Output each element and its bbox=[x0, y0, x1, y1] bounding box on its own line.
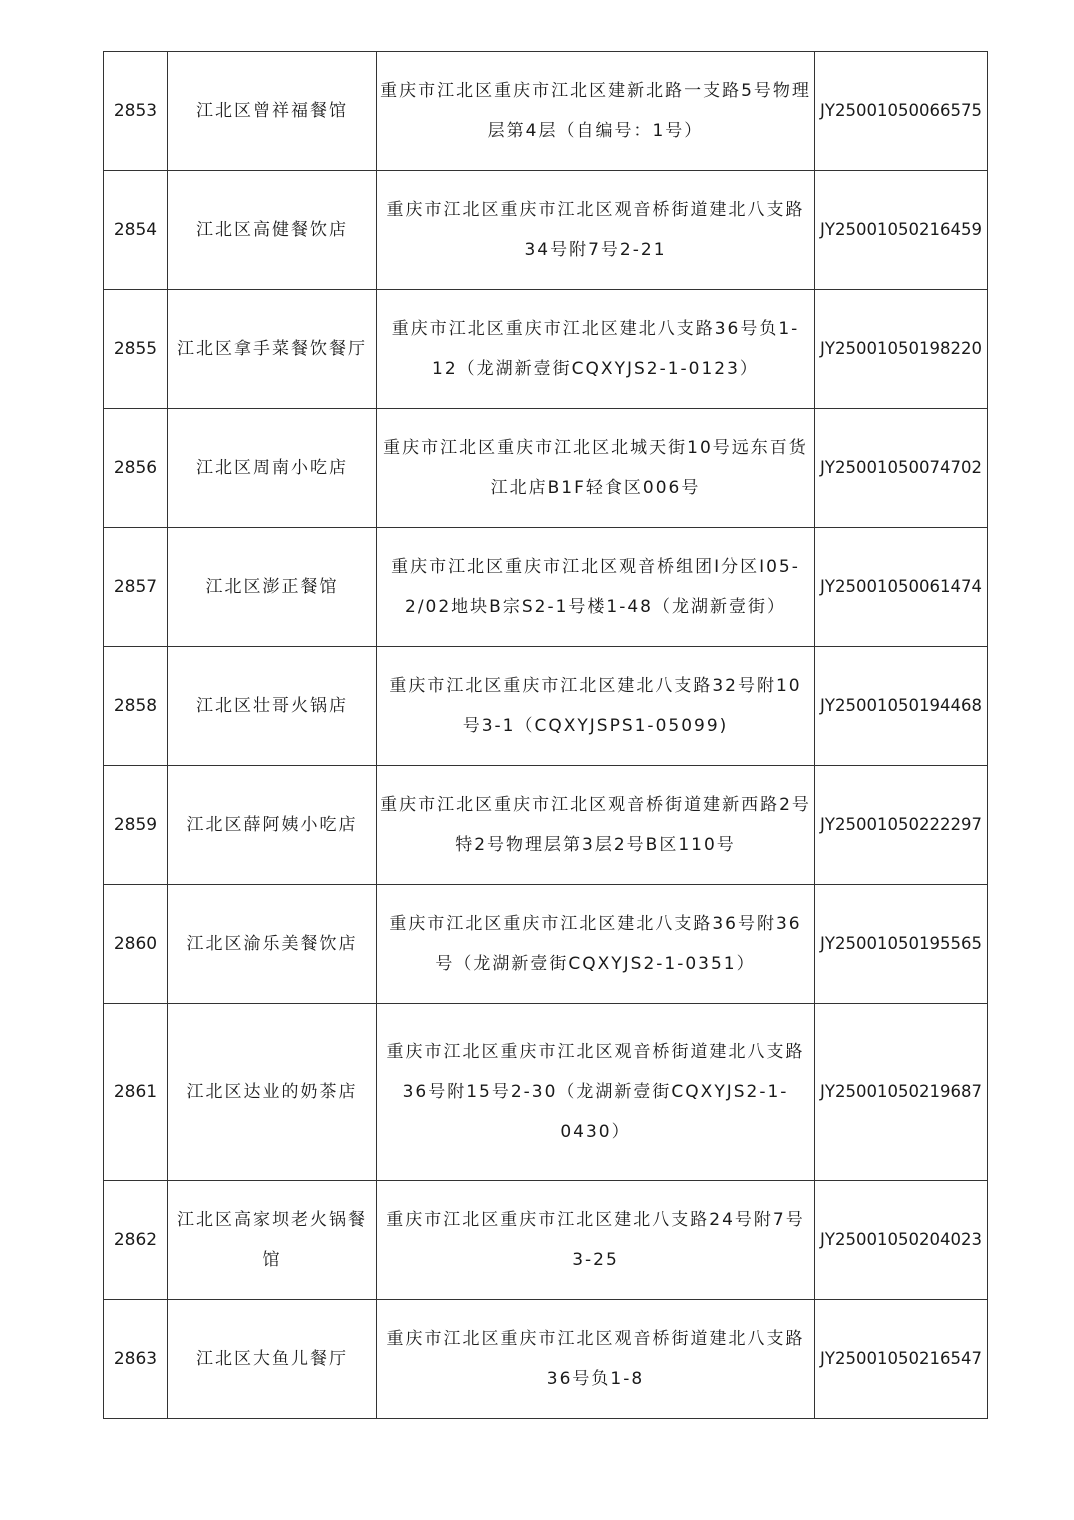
business-name: 江北区壮哥火锅店 bbox=[168, 647, 377, 766]
table-row bbox=[104, 885, 988, 1004]
license-number: JY25001050216459 bbox=[815, 171, 988, 290]
license-number: JY25001050195565 bbox=[815, 885, 988, 1004]
restaurant-license-table bbox=[103, 51, 988, 1419]
business-name: 江北区曾祥福餐馆 bbox=[168, 52, 377, 171]
license-number: JY25001050216547 bbox=[815, 1300, 988, 1419]
table-row bbox=[104, 647, 988, 766]
table-row bbox=[104, 766, 988, 885]
row-number: 2861 bbox=[104, 1004, 168, 1181]
row-number: 2855 bbox=[104, 290, 168, 409]
business-address: 重庆市江北区重庆市江北区建北八支路36号附36号（龙湖新壹街CQXYJS2-1-0351） bbox=[377, 885, 815, 1004]
license-number: JY25001050074702 bbox=[815, 409, 988, 528]
table-row bbox=[104, 52, 988, 171]
table-body bbox=[104, 52, 988, 1419]
row-number: 2858 bbox=[104, 647, 168, 766]
business-address: 重庆市江北区重庆市江北区建北八支路24号附7号3-25 bbox=[377, 1181, 815, 1300]
license-number: JY25001050219687 bbox=[815, 1004, 988, 1181]
row-number: 2862 bbox=[104, 1181, 168, 1300]
business-name: 江北区达业的奶茶店 bbox=[168, 1004, 377, 1181]
license-number: JY25001050222297 bbox=[815, 766, 988, 885]
license-number: JY25001050198220 bbox=[815, 290, 988, 409]
business-address: 重庆市江北区重庆市江北区观音桥组团I分区I05-2/02地块B宗S2-1号楼1-48（龙湖新壹街） bbox=[377, 528, 815, 647]
business-name: 江北区拿手菜餐饮餐厅 bbox=[168, 290, 377, 409]
business-address: 重庆市江北区重庆市江北区观音桥街道建新西路2号特2号物理层第3层2号B区110号 bbox=[377, 766, 815, 885]
business-name: 江北区高健餐饮店 bbox=[168, 171, 377, 290]
row-number: 2857 bbox=[104, 528, 168, 647]
business-name: 江北区高家坝老火锅餐馆 bbox=[168, 1181, 377, 1300]
business-address: 重庆市江北区重庆市江北区观音桥街道建北八支路34号附7号2-21 bbox=[377, 171, 815, 290]
row-number: 2860 bbox=[104, 885, 168, 1004]
table-row bbox=[104, 409, 988, 528]
business-name: 江北区薛阿姨小吃店 bbox=[168, 766, 377, 885]
license-number: JY25001050061474 bbox=[815, 528, 988, 647]
license-number: JY25001050066575 bbox=[815, 52, 988, 171]
row-number: 2854 bbox=[104, 171, 168, 290]
row-number: 2863 bbox=[104, 1300, 168, 1419]
license-number: JY25001050194468 bbox=[815, 647, 988, 766]
business-name: 江北区澎正餐馆 bbox=[168, 528, 377, 647]
row-number: 2856 bbox=[104, 409, 168, 528]
row-number: 2853 bbox=[104, 52, 168, 171]
business-name: 江北区渝乐美餐饮店 bbox=[168, 885, 377, 1004]
business-address: 重庆市江北区重庆市江北区观音桥街道建北八支路36号附15号2-30（龙湖新壹街CQXYJS2-1-0430） bbox=[377, 1004, 815, 1181]
business-address: 重庆市江北区重庆市江北区建北八支路36号负1-12（龙湖新壹街CQXYJS2-1-0123） bbox=[377, 290, 815, 409]
table-row bbox=[104, 1004, 988, 1181]
business-name: 江北区大鱼儿餐厅 bbox=[168, 1300, 377, 1419]
license-number: JY25001050204023 bbox=[815, 1181, 988, 1300]
business-address: 重庆市江北区重庆市江北区观音桥街道建北八支路36号负1-8 bbox=[377, 1300, 815, 1419]
table-row bbox=[104, 171, 988, 290]
table-row bbox=[104, 528, 988, 647]
business-address: 重庆市江北区重庆市江北区建北八支路32号附10号3-1（CQXYJSPS1-05099) bbox=[377, 647, 815, 766]
table-row bbox=[104, 1300, 988, 1419]
business-name: 江北区周南小吃店 bbox=[168, 409, 377, 528]
business-address: 重庆市江北区重庆市江北区北城天街10号远东百货江北店B1F轻食区006号 bbox=[377, 409, 815, 528]
table-row bbox=[104, 290, 988, 409]
table-row bbox=[104, 1181, 988, 1300]
business-address: 重庆市江北区重庆市江北区建新北路一支路5号物理层第4层（自编号：1号） bbox=[377, 52, 815, 171]
row-number: 2859 bbox=[104, 766, 168, 885]
